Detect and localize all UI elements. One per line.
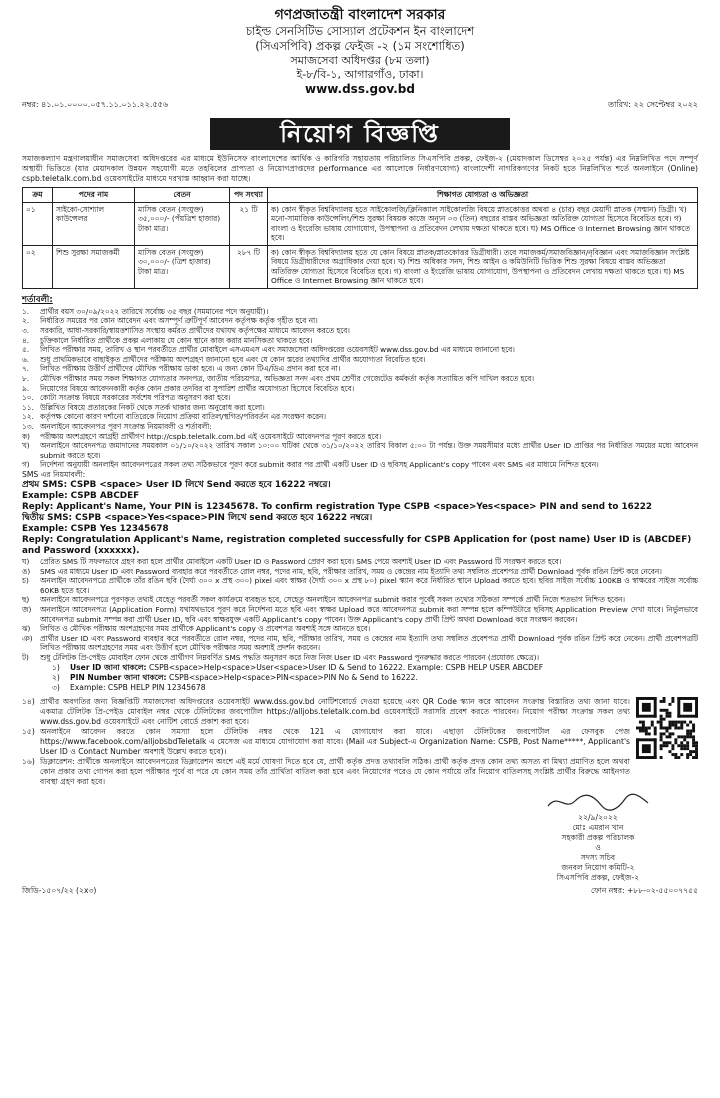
item-number: ১১. xyxy=(22,402,34,412)
item-text xyxy=(70,663,698,673)
list-item xyxy=(52,663,698,673)
list-item xyxy=(22,697,630,727)
cell-count: ২১ টি xyxy=(230,202,268,245)
item-number: ১) xyxy=(52,662,60,672)
item-text xyxy=(40,374,698,384)
item-text xyxy=(40,336,698,346)
col-qualification: শিক্ষাগত যোগ্যতা ও অভিজ্ঞতা xyxy=(268,188,698,203)
item-number: ১৬) xyxy=(22,756,35,766)
signatory-title: সহকারী প্রকল্প পরিচালক xyxy=(561,832,635,842)
sms-block xyxy=(22,470,698,557)
header xyxy=(22,6,698,97)
signatory-name: মোঃ এমরান খান xyxy=(572,822,624,832)
item-body: শুধু প্রাথমিকভাবে বাছাইকৃত প্রার্থীদের পরীক্ষায় অংশগ্রহণ জানানো হবে এবং যে কোন স্তরের তথ্যাদির প্রার্থীর অযোগ্যতা বিবেচিত হবে। xyxy=(40,354,426,364)
item-text xyxy=(40,605,698,624)
item-text xyxy=(40,432,698,442)
item-body: উল্লিখিত বিষয়ে প্রতারকের নিকট থেকে সতর্ক থাকার জন্য অনুরোধ করা হলো। xyxy=(40,402,265,412)
col-post: পদের নাম xyxy=(53,188,135,203)
list-item xyxy=(22,432,698,442)
item-body: অনলাইনে আবেদনপত্রে পূরণকৃত তথ্যই যেহেতু পরবর্তী সকল কার্যক্রমে ব্যবহৃত হবে, সেহেতু অনলাইনে আবেদনপত্র submit করার পূর্বেই সকল তথ্যের সঠিকতা সম্পর্কে প্রার্থী নিজে শতভাগ নিশ্চিত হবেন। xyxy=(40,595,625,605)
item-number: ৭. xyxy=(22,364,30,374)
govt-title: গণপ্রজাতন্ত্রী বাংলাদেশ সরকার xyxy=(274,7,446,23)
cell-qualification: ক) কোন স্বীকৃত বিশ্ববিদ্যালয় হতে সাইকোলজি/ক্লিনিক্যাল সাইকোলজি বিষয়ে স্নাতকোত্তর অথবা ৪ (চার) বছর মেয়াদী স্নাতক (সম্মান) ডিগ্রী। খ) মনো-সামাজিক কাউন্সেলিং/শিশু সুরক্ষা বিষয়ক কাজে অন্যূন ০৩ (তিন) বছরের বাস্তব অভিজ্ঞতা অতিরিক্ত যোগ্যতা হিসেবে বিবেচিত হবে। গ) বাংলা ও ইংরেজি ভাষায় যোগাযোগ, উপস্থাপনা ও প্রতিবেদন লেখায় দক্ষতা থাকতে হবে। ঘ) MS Office ও Internet Browsing জ্ঞান থাকতে হবে। xyxy=(268,202,698,245)
list-item xyxy=(22,595,698,605)
item-number: ১০. xyxy=(22,393,34,403)
sms-lead: SMS এর নিয়মাবলী: xyxy=(22,469,86,479)
item-text xyxy=(40,384,698,394)
item-number: ২) xyxy=(52,672,60,682)
item-number: গ) xyxy=(22,460,30,470)
cell-post: শিশু সুরক্ষা সমাজকর্মী xyxy=(53,245,135,288)
footer xyxy=(22,885,698,898)
col-salary: বেতন xyxy=(135,188,230,203)
item-body: অনলাইনে আবেদনপত্র পূরণ সংক্রান্ত নিয়মাবলী ও শর্তাবলী: xyxy=(40,422,212,432)
item-text xyxy=(40,355,698,365)
item-body: অনলাইনে আবেদনপত্র (Application Form) যথাযথভাবে পূরণ করে নির্দেশনা মতে ছবি এবং স্বাক্ষর Upload করে আবেদনপত্র submit করা সম্পন্ন হলে কম্পিউটারে ছবিসহ Application Preview দেখা যাবে। নির্ভুলভাবে আবেদনপত্র submit সম্পন্ন করা প্রার্থী User ID, ছবি এবং স্বাক্ষরযুক্ত একটি Applicant's copy পাবেন। উক্ত Applicant's copy প্রার্থী প্রিন্ট অথবা Download করে সংরক্ষণ করবেন। xyxy=(40,604,698,624)
cell-serial: ০১ xyxy=(23,202,53,245)
item-body: অনলাইনে আবেদন করতে কোন সমস্যা হলে টেলিটক নম্বর থেকে 121 এ যোগাযোগ করা যাবে। এছাড়া টেলিটকের জবপোর্টাল এর ফেসবুক পেজ https://www.facebook.com/alljobsbdTeletalk এ মেসেজ এর মাধ্যমে যোগাযোগ করা যাবে। (Mail এর Subject-এ Organization Name: CSPB, Post Name*****, Applicant's User ID ও Contact Number অবশ্যই উল্লেখ করতে হবে)। xyxy=(40,726,630,756)
list-item xyxy=(22,374,698,384)
item-number: চ) xyxy=(22,576,29,586)
item-number: ১. xyxy=(22,306,30,316)
item-number: ঙ) xyxy=(22,566,31,576)
online-rules-list xyxy=(22,432,698,470)
signature-block xyxy=(498,791,698,883)
list-item xyxy=(22,316,698,326)
item-body: প্রার্থীর বয়স ৩০/০৯/২০২২ তারিখে সর্বোচ্চ ৩৫ বছর (সমমানের পদে অনুযায়ী)। xyxy=(40,306,269,316)
notice-section xyxy=(22,697,698,787)
item-text xyxy=(40,412,698,422)
signatory-role: সদস্য সচিব xyxy=(580,852,616,862)
list-item xyxy=(22,345,698,355)
list-item xyxy=(22,336,698,346)
item-body: পরীক্ষায় অংশগ্রহণে আগ্রহী প্রার্থীগণ http://cspb.teletalk.com.bd এই ওয়েবসাইটে আবেদনপত্র পূরণ করতে হবে। xyxy=(40,431,382,441)
item-body: কর্তৃপক্ষ কোনো কারণ দর্শানো ব্যতিরেকে নিয়োগ প্রক্রিয়া বাতিল/স্থগিত/পরিবর্তন এর সংরক্ষণ করেন। xyxy=(40,412,326,422)
item-text xyxy=(40,757,630,787)
qr-code-icon[interactable] xyxy=(636,697,698,759)
item-body: প্রার্থীর User ID এবং Password ব্যবহার করে পরবর্তীতে রোল নম্বর, পদের নাম, ছবি, পরীক্ষার তারিখ, সময় ও কেন্দ্রের নাম ইত্যাদি তথ্য সম্বলিত প্রবেশপত্র প্রার্থী Download পূর্বক রঙিন প্রিন্ট করে নেবেন। প্রার্থী প্রবেশপত্রটি লিখিত পরীক্ষায় অংশগ্রহণের সময় এবং উত্তীর্ণ হলে মৌখিক পরীক্ষার সময় অবশ্যই প্রদর্শন করবেন। xyxy=(40,633,698,653)
item-text xyxy=(40,697,630,727)
conditions-title: শর্তাবলী: xyxy=(22,294,53,305)
list-item xyxy=(22,393,698,403)
list-item xyxy=(22,441,698,460)
recovery-list xyxy=(22,663,698,693)
item-text xyxy=(70,683,698,693)
item-number: ছ) xyxy=(22,595,30,605)
item-text xyxy=(40,307,698,317)
item-body: Example: CSPB HELP PIN 12345678 xyxy=(70,682,206,692)
item-number: ২. xyxy=(22,316,30,326)
item-number: ১৪) xyxy=(22,696,35,706)
item-body: অনলাইনে আবেদনপত্র জমাদানের সময়কাল ০১/১০/২০২২ তারিখ সকাল ১০:০০ ঘটিকা থেকে ৩১/১০/২০২২ তারিখ বিকাল ৫:০০ টা পর্যন্ত। উক্ত সময়সীমার মধ্যে প্রার্থীর User ID প্রাপ্তির পর নির্ধারিত সময়ের মধ্যে আবেদন submit করতে হবে। xyxy=(40,441,698,460)
item-body: নির্ধারিত সময়ের পর কোন আবেদন এবং অসম্পূর্ণ ত্রুটিপূর্ণ আবেদন কর্তৃপক্ষ কর্তৃক গৃহীত হবে না। xyxy=(40,316,318,326)
item-number: ৯. xyxy=(22,383,30,393)
signatory-project: সিএসপিবি প্রকল্প, ফেইজ-২ xyxy=(556,872,640,882)
more-rules-list xyxy=(22,557,698,663)
list-item xyxy=(22,384,698,394)
list-item xyxy=(22,403,698,413)
list-item xyxy=(22,307,698,317)
project-line-1: চাইল্ড সেনসিটিভ সোস্যাল প্রটেকশন ইন বাংলাদেশ xyxy=(245,24,475,38)
item-number: ঘ) xyxy=(22,556,30,566)
item-body: মৌখিক পরীক্ষার সময় সকল শিক্ষাগত যোগ্যতার সনদপত্র, জাতীয় পরিচয়পত্র, অভিজ্ঞতা সনদ এবং প্রথম শ্রেণীর গেজেটেড কর্মকর্তা কর্তৃক সত্যায়িত কপি দাখিল করতে হবে। xyxy=(40,374,534,384)
item-body: সরকারি, আধা-সরকারি/স্বায়ত্তশাসিত সংস্থায় কর্মরত প্রার্থীদের যথাযথ কর্তৃপক্ষের মাধ্যমে আবেদন করতে হবে। xyxy=(40,326,350,336)
item-body: CSPB<space>Help<space>User<space>User ID & Send to 16222. Example: CSPB HELP USER ABCDEF xyxy=(148,662,544,672)
department: সমাজসেবা অধিদপ্তর (৮ম তলা) xyxy=(290,54,430,67)
sms-reply-1: Reply: Applicant's Name, Your PIN is 12345678. To confirm registration Type CSPB <space>Yes<space> PIN and send to 16222 xyxy=(22,501,653,512)
item-text xyxy=(40,460,698,470)
item-text xyxy=(40,595,698,605)
item-number: ৩) xyxy=(52,682,60,692)
memo-date: তারিখ: ২২ সেপ্টেম্বর ২০২২ xyxy=(608,100,698,109)
list-item xyxy=(22,605,698,624)
item-number: ৫. xyxy=(22,345,30,355)
list-item xyxy=(22,326,698,336)
item-body: লিখিত ও মৌখিক পরীক্ষায় অংশগ্রহণের সময় প্রার্থীকে Applicant's copy ও প্রবেশপত্র অবশ্যই সঙ্গে আনতে হবে। xyxy=(40,624,371,634)
item-body: চুক্তিকালে নির্ধারিত প্রার্থীকে প্রকল্প এলাকায় যে কোন স্থানে কাজ করার মানসিকতা থাকতে হবে। xyxy=(40,335,313,345)
cell-count: ২৮৭ টি xyxy=(230,245,268,288)
list-item xyxy=(22,557,698,567)
item-text xyxy=(40,576,698,595)
list-item xyxy=(22,634,698,653)
item-text xyxy=(40,422,698,432)
cell-salary: মাসিক বেতন (সংযুক্ত) ৩০,০০০/- (ত্রিশ হাজার) টাকা মাত্র। xyxy=(135,245,230,288)
notice-banner: নিয়োগ বিজ্ঞপ্তি xyxy=(210,118,510,150)
list-item xyxy=(22,460,698,470)
item-number: ঝ) xyxy=(22,624,31,634)
item-text xyxy=(40,624,698,634)
item-lead: User ID জানা থাকলে: xyxy=(70,662,147,672)
list-item xyxy=(22,727,630,757)
item-text xyxy=(40,326,698,336)
list-item xyxy=(22,576,698,595)
item-text xyxy=(40,653,698,663)
item-number: খ) xyxy=(22,441,30,451)
item-text xyxy=(40,634,698,653)
item-text xyxy=(40,345,698,355)
intro-paragraph: সমাজকল্যাণ মন্ত্রণালয়াধীন সমাজসেবা অধিদপ্তরের এর মাধ্যমে ইউনিসেফ বাংলাদেশের আর্থিক ও কারিগরি সহায়তায় পরিচালিত সিএসপিবি প্রকল্প, ফেইজ-২ (মেয়াদকাল ডিসেম্বর ২০২৫ পর্যন্ত) এর নিম্নলিখিত পদে সম্পূর্ণ অস্থায়ী ভিত্তিতে (যার মেয়াদকাল উন্নয়ন সহযোগী মতে তহবিলের প্রাপ্যতা ও নিয়োগপ্রাপ্তদের performance এর আলোকে নির্ধারণযোগ্য) বাংলাদেশী নাগরিকগণের নিকট হতে নিম্নলিখিত শর্তে অনলাইনে (Online) cspb.teletalk.com.bd ওয়েবসাইটের মাধ্যমে দরখাস্ত আহ্বান করা যাচ্ছে। xyxy=(22,154,698,183)
list-item xyxy=(52,683,698,693)
item-lead: PIN Number জানা থাকলে: xyxy=(70,672,167,682)
cell-serial: ০২ xyxy=(23,245,53,288)
cell-qualification: ক) কোন স্বীকৃত বিশ্ববিদ্যালয় হতে যে কোন বিষয়ে স্নাতক/স্নাতকোত্তর ডিগ্রীধারী। তবে সমাজকর্ম/সমাজবিজ্ঞান/নৃবিজ্ঞান এবং সমাজবিজ্ঞান সংশ্লিষ্ট বিষয়ে ডিগ্রীধারীদের অগ্রাধিকার দেয়া হবে। খ) শিশু অধিকার সনদ, শিশু আইন ও কমিউনিটি ভিত্তিক শিশু সুরক্ষা বিষয়ে বাস্তব অভিজ্ঞতা অতিরিক্ত যোগ্যতা হিসেবে বিবেচিত হবে। গ) বাংলা ও ইংরেজি ভাষায় যোগাযোগ, উপস্থাপনা ও প্রতিবেদন লেখায় দক্ষতা থাকতে হবে। ঘ) MS Office ও Internet Browsing জ্ঞান থাকতে হবে। xyxy=(268,245,698,288)
item-text xyxy=(40,557,698,567)
item-number: ঞ) xyxy=(22,633,33,643)
sms-step-2: দ্বিতীয় SMS: CSPB <space>Yes<space>PIN লিখে send করতে হবে 16222 নম্বরে। xyxy=(22,512,373,523)
item-number: ১৫) xyxy=(22,726,35,736)
item-number: ৮. xyxy=(22,374,30,384)
signature-icon xyxy=(543,791,653,813)
item-body: অনলাইন আবেদনপত্রে প্রার্থীকে তাঁর রঙিন ছবি (দৈর্ঘ্য ৩০০ x প্রস্থ ৩০০) pixel এবং স্বাক্ষর (দৈর্ঘ্য ৩০০ x প্রস্থ ৮০) pixel স্ক্যান করে নির্ধারিত স্থানে Upload করতে হবে। ছবির সাইজ সর্বোচ্চ 100KB ও স্বাক্ষরের সাইজ সর্বোচ্চ 60KB হতে হবে। xyxy=(40,576,698,595)
list-item xyxy=(52,673,698,683)
item-number: ৬. xyxy=(22,354,30,364)
footer-code: জিডি-১৫০৭/২২ (২x৩) xyxy=(22,885,97,895)
list-item xyxy=(22,624,698,634)
item-text xyxy=(40,441,698,460)
memo-number: নম্বর: ৪১.০১.০০০০.০৫৭.১১.০১১.২২.৫৫৬ xyxy=(22,100,169,109)
list-item xyxy=(22,412,698,422)
signature-date: ২২/৯/২০২২ xyxy=(578,812,618,822)
item-number: ক) xyxy=(22,431,30,441)
item-body: লিখিত পরীক্ষার সময়, তারিখ ও স্থান পরবর্তীতে প্রার্থীর মোবাইলে এসএমএস এবং সমাজসেবা অধিদপ্তরের ওয়েবসাইট www.dss.gov.bd এর মাধ্যমে জানানো হবে। xyxy=(40,345,515,355)
reference-line xyxy=(22,99,698,112)
item-body: প্রেরিত SMS টি সফলভাবে গ্রহণ করা হলে প্রার্থীর মোবাইলে একটি User ID ও Password প্রেরণ করা হবে। SMS পেয়ে অবশ্যই User ID এবং Password টি সংরক্ষণ করতে হবে। xyxy=(40,556,562,566)
item-text xyxy=(40,393,698,403)
col-serial: ক্রম xyxy=(23,188,53,203)
list-item xyxy=(22,364,698,374)
item-body: SMS এর মাধ্যমে User ID এবং Password ব্যবহার করে পরবর্তীতে রোল নম্বর, পদের নাম, ছবি, পরীক্ষার তারিখ, সময় ও কেন্দ্রের নাম ইত্যাদি তথ্য সম্বলিত প্রবেশপত্র প্রার্থী Download পূর্বক রঙিন প্রিন্ট করে নেবেন। xyxy=(40,566,662,576)
item-text xyxy=(40,567,698,577)
sms-example-2: Example: CSPB Yes 12345678 xyxy=(22,523,169,534)
item-text xyxy=(40,316,698,326)
conditions-list xyxy=(22,307,698,432)
item-body: লিখিত পরীক্ষায় উত্তীর্ণ প্রার্থীদের মৌখিক পরীক্ষায় ডাকা হবে। এ জন্য কোন টিএ/ডিএ প্রদান করা হবে না। xyxy=(40,364,341,374)
item-body: CSPB<space>Help<space>PIN<space>PIN No & Send to 16222. xyxy=(169,672,418,682)
posts-table xyxy=(22,187,698,289)
sms-step-1: প্রথম SMS: CSPB <space> User ID লিখে Send করতে হবে 16222 নম্বরে। xyxy=(22,479,331,490)
table-row xyxy=(23,245,698,288)
sms-example-1: Example: CSPB ABCDEF xyxy=(22,490,140,501)
item-number: ট) xyxy=(22,652,29,662)
item-text xyxy=(40,403,698,413)
item-body: শুধু টেলিটক প্রি-পেইড মোবাইল ফোন থেকে প্রার্থীগণ নিম্নবর্ণিত SMS পদ্ধতি অনুসরণ করে নিজ নিজ User ID এবং Password পুনরুদ্ধার করতে পারবেন (প্রযোজ্য ক্ষেত্রে)। xyxy=(40,652,540,662)
signatory-and: ও xyxy=(595,842,601,852)
item-number: ১৩. xyxy=(22,422,34,432)
item-number: ৩. xyxy=(22,326,30,336)
address: ই-৮/বি-১, আগারগাঁও, ঢাকা। xyxy=(296,68,424,81)
item-body: প্রার্থীর অবগতির জন্য বিজ্ঞপ্তিটি সমাজসেবা অধিদপ্তরের ওয়েবসাইট www.dss.gov.bd নোটিশবোর্ডে দেওয়া হয়েছে এবং QR Code স্ক্যান করে আবেদন সংক্রান্ত বিস্তারিত তথ্য জানা যাবে। একমাত্র টেলিটক প্রি-পেইড মোবাইল নম্বর থেকে টেলিটকের জবপোর্টাল https://alljobs.teletalk.com.bd ওয়েবসাইটে সরাসরি প্রবেশ করতে পারবেন। নিয়োগ পরীক্ষা সংক্রান্ত সকল তথ্য www.dss.gov.bd ওয়েবসাইটে এবং নোটিশ বোর্ডে প্রকাশ করা হবে। xyxy=(40,696,630,726)
sms-reply-2: Reply: Congratulation Applicant's Name, registration completed successfully for CSPB Application for (post name) User ID is (ABCDEF) and Password (xxxxxx). xyxy=(22,534,692,556)
signatory-committee: জনবল নিয়োগ কমিটি-২ xyxy=(561,862,635,872)
list-item xyxy=(22,355,698,365)
cell-post: সাইকো-সোশ্যাল কাউন্সেলর xyxy=(53,202,135,245)
item-body: ডিক্লারেশন: প্রার্থীকে অনলাইনে আবেদনপত্রের ডিক্লারেশন অংশে এই মর্মে ঘোষণা দিতে হবে যে, প্রার্থী কর্তৃক প্রদত্ত তথ্যাবলি সঠিক। প্রার্থী কর্তৃক প্রদত্ত কোন তথ্য অসত্য বা মিথ্যা প্রমাণিত হলে অথবা কোন প্রকার তথ্য গোপন করা হলে পরীক্ষার পূর্বে বা পরে যে কোন সময় তাঁর প্রার্থিতা বাতিল করা হবে এবং নিয়োগের পরেও যে কোন পর্যায়ে তাঁর নিয়োগ বাতিলসহ সংশ্লিষ্ট প্রার্থীর বিরুদ্ধে আইনগত ব্যবস্থা গ্রহণ করা হবে। xyxy=(40,756,630,786)
item-body: নির্দেশনা অনুযায়ী অনলাইন আবেদনপত্রের সকল তথ্য সঠিকভাবে পূরণ করে submit করার পর প্রার্থী একটি User ID ও ছবিসহ Applicant's copy পাবেন এবং SMS এর মাধ্যমে নিশ্চিত হবেন। xyxy=(40,460,599,470)
item-text xyxy=(40,364,698,374)
contact-phone: ফোন নম্বর: +৮৮-০২-৫৫০০৭৭৫৫ xyxy=(591,885,698,895)
table-row xyxy=(23,202,698,245)
list-item xyxy=(22,653,698,663)
item-body: নিয়োগের বিষয়ে আবেদনকারী কর্তৃক কোন প্রকার তদবির বা সুপারিশ প্রার্থীর অযোগ্যতা হিসেবে বিবেচিত হবে। xyxy=(40,383,355,393)
item-number: ১২. xyxy=(22,412,34,422)
website-link[interactable]: www.dss.gov.bd xyxy=(305,82,415,96)
list-item xyxy=(22,422,698,432)
notice-list xyxy=(22,697,630,787)
cell-salary: মাসিক বেতন (সংযুক্ত) ৩৫,০০০/- (পঁয়ত্রিশ হাজার) টাকা মাত্র। xyxy=(135,202,230,245)
item-text xyxy=(40,727,630,757)
project-line-2: (সিএসপিবি) প্রকল্প ফেইজ -২ (১ম সংশোধিত) xyxy=(255,39,465,53)
item-number: ৪. xyxy=(22,335,30,345)
item-text xyxy=(70,673,698,683)
item-body: কোটা সংক্রান্ত বিষয়ে সরকারের সর্বশেষ পরিপত্র অনুসরণ করা হবে। xyxy=(40,393,231,403)
item-number: জ) xyxy=(22,604,32,614)
col-count: পদ সংখ্যা xyxy=(230,188,268,203)
list-item xyxy=(22,567,698,577)
list-item xyxy=(22,757,630,787)
